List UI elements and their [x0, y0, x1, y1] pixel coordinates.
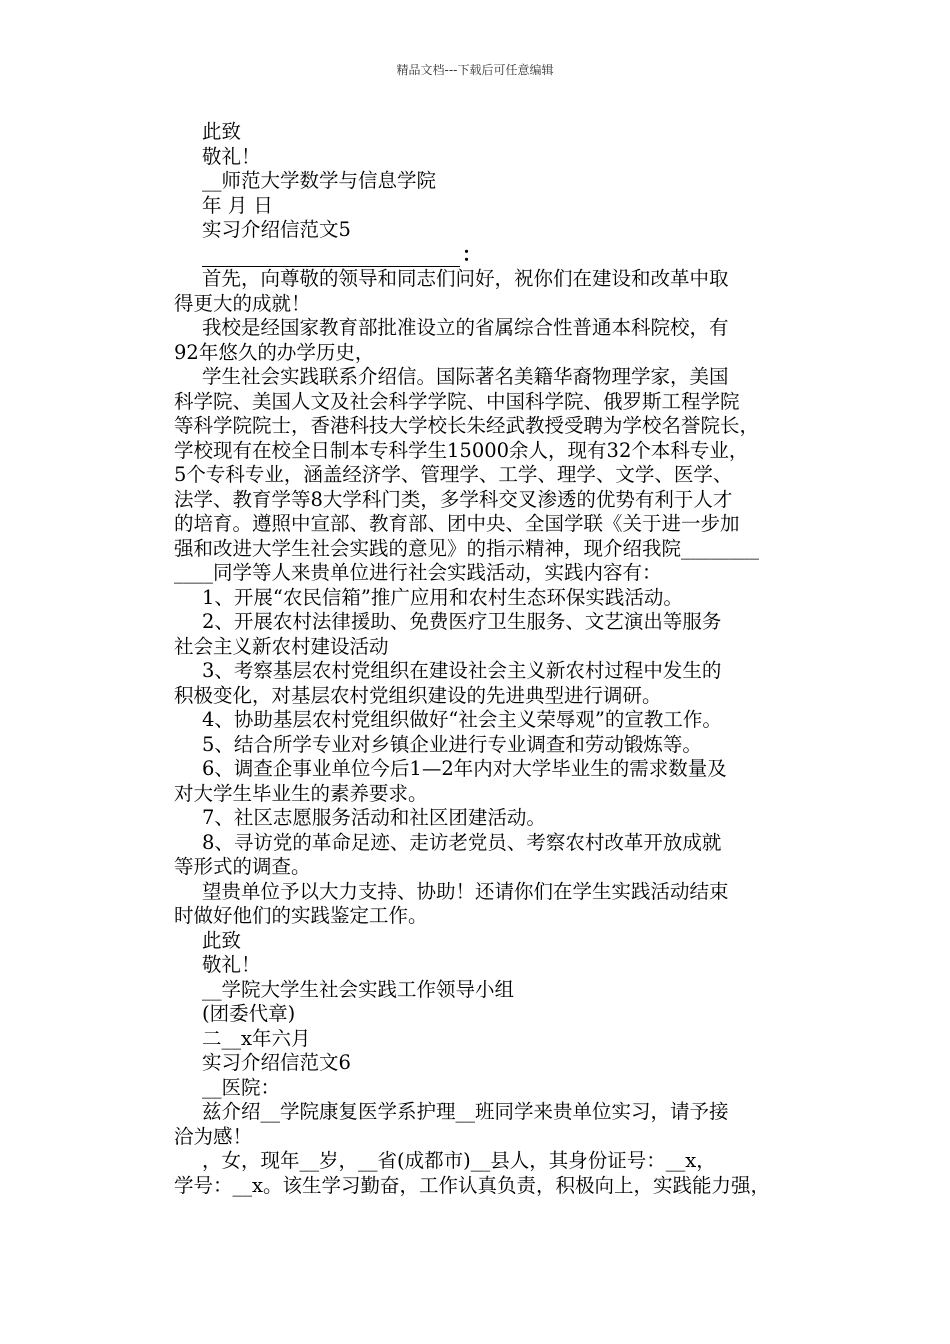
text-line: 的培育。遵照中宣部、教育部、团中央、全国学联《关于进一步加 — [174, 512, 740, 535]
text-line: (团委代章) — [202, 1002, 296, 1025]
recipient-colon: ： — [462, 242, 482, 266]
page-header: 精品文档---下载后可任意编辑 — [396, 63, 554, 77]
text-line: 积极变化，对基层农村党组织建设的先进典型进行调研。 — [174, 683, 662, 707]
text-line: 学号：__x。该生学习勤奋，工作认真负责，积极向上，实践能力强， — [174, 1173, 770, 1197]
text-line: 对大学生毕业生的素养要求。 — [174, 781, 428, 805]
text-line: 等科学院院士，香港科技大学校长朱经武教授受聘为学校名誉院长， — [174, 414, 760, 437]
text-line: 3、考察基层农村党组织在建设社会主义新农村过程中发生的 — [202, 659, 722, 682]
text-line: 等形式的调查。 — [174, 855, 311, 878]
text-line: 强和改进大学生社会实践的意见》的指示精神，现介绍我院________ — [174, 536, 760, 560]
text-line: 实习介绍信范文6 — [202, 1051, 351, 1074]
text-line: 我校是经国家教育部批准设立的省属综合性普通本科院校，有 — [202, 316, 729, 339]
text-line: 7、社区志愿服务活动和社区团建活动。 — [202, 806, 546, 829]
text-line: 6、调查企事业单位今后1—2年内对大学毕业生的需求数量及 — [202, 757, 727, 780]
text-line: 实习介绍信范文5 — [202, 218, 351, 241]
text-line: 2、开展农村法律援助、免费医疗卫生服务、文艺演出等服务 — [202, 610, 722, 633]
text-line: 得更大的成就！ — [174, 291, 311, 315]
text-line: ，女，现年__岁，__省(成都市)__县人，其身份证号：__x， — [202, 1149, 716, 1172]
text-line: __学院大学生社会实践工作领导小组 — [202, 977, 515, 1001]
document-body — [174, 120, 810, 1198]
text-line: 敬礼！ — [202, 953, 261, 976]
text-line: 学生社会实践联系介绍信。国际著名美籍华裔物理学家，美国 — [202, 365, 729, 388]
text-line: 学校现有在校全日制本专科学生15000余人，现有32个本科专业， — [174, 438, 749, 462]
text-line: 二__x年六月 — [202, 1026, 311, 1050]
text-line: 5、结合所学专业对乡镇企业进行专业调查和劳动锻炼等。 — [202, 732, 702, 756]
text-line: 年 月 日 — [202, 193, 273, 217]
text-line: 首先，向尊敬的领导和同志们问好，祝你们在建设和改革中取 — [202, 267, 729, 290]
text-line: 科学院、美国人文及社会科学学院、中国科学院、俄罗斯工程学院 — [174, 389, 740, 413]
text-line: ____同学等人来贵单位进行社会实践活动，实践内容有： — [174, 561, 662, 584]
text-line: 此致 — [202, 120, 242, 143]
text-line: 敬礼！ — [202, 144, 261, 168]
text-line: 社会主义新农村建设活动 — [174, 634, 389, 658]
text-line: 此致 — [202, 928, 242, 952]
text-line: 5个专科专业，涵盖经济学、管理学、工学、理学、文学、医学、 — [174, 463, 733, 486]
text-line — [174, 243, 810, 268]
text-line: 92年悠久的办学历史， — [174, 340, 375, 364]
text-line: __师范大学数学与信息学院 — [202, 169, 437, 192]
recipient-blank — [202, 248, 460, 267]
text-line: 4、协助基层农村党组织做好“社会主义荣辱观”的宣教工作。 — [202, 708, 722, 731]
text-line: 兹介绍__学院康复医学系护理__班同学来贵单位实习，请予接 — [202, 1100, 729, 1123]
text-line: __医院： — [202, 1075, 281, 1099]
text-line: 8、寻访党的革命足迹、走访老党员、考察农村改革开放成就 — [202, 830, 722, 854]
text-line: 1、开展“农民信箱”推广应用和农村生态环保实践活动。 — [202, 585, 683, 609]
text-line: 望贵单位予以大力支持、协助！还请你们在学生实践活动结束 — [202, 879, 729, 903]
text-line: 法学、教育学等8大学科门类，多学科交叉渗透的优势有利于人才 — [174, 487, 733, 511]
text-line: 洽为感！ — [174, 1124, 253, 1148]
text-line: 时做好他们的实践鉴定工作。 — [174, 904, 428, 927]
